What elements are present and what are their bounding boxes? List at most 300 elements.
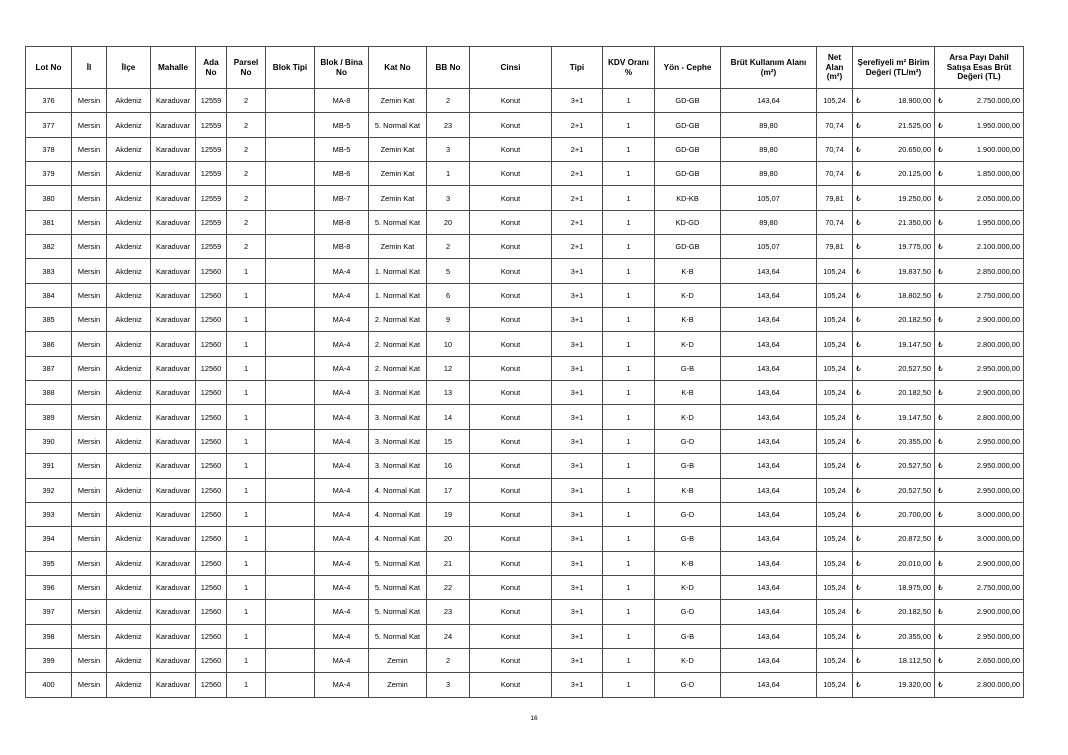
cell-brut-alan: 143,64 xyxy=(721,454,817,478)
cell-yon-cephe: K-B xyxy=(655,259,721,283)
currency-symbol: ₺ xyxy=(856,631,861,641)
cell-yon-cephe: K-D xyxy=(655,332,721,356)
cell-value: 20.700,00 xyxy=(898,510,931,520)
cell-brut-alan: 143,64 xyxy=(721,332,817,356)
cell-brut-deger xyxy=(935,332,1024,356)
cell-mahalle: Karaduvar xyxy=(151,551,196,575)
cell-yon-cephe: K-B xyxy=(655,551,721,575)
cell-birim-deger xyxy=(853,575,935,599)
table-row xyxy=(26,381,1024,405)
currency-symbol: ₺ xyxy=(938,217,943,227)
cell-value: 2.950.000,00 xyxy=(976,436,1020,446)
cell-ada-no: 12560 xyxy=(196,673,227,697)
cell-il: Mersin xyxy=(72,113,107,137)
cell-ilce: Akdeniz xyxy=(107,381,151,405)
cell-brut-alan: 89,80 xyxy=(721,210,817,234)
cell-brut-deger xyxy=(935,283,1024,307)
currency-symbol: ₺ xyxy=(856,290,861,300)
cell-value: 20.527,50 xyxy=(898,461,931,471)
cell-ilce: Akdeniz xyxy=(107,478,151,502)
cell-kdv-orani: 1 xyxy=(603,648,655,672)
cell-cinsi: Konut xyxy=(470,162,552,186)
cell-blok-bina-no: MA-4 xyxy=(315,502,369,526)
cell-bb-no: 17 xyxy=(427,478,470,502)
currency-symbol: ₺ xyxy=(938,583,943,593)
cell-blok-tipi xyxy=(266,356,315,380)
cell-mahalle: Karaduvar xyxy=(151,648,196,672)
cell-blok-tipi xyxy=(266,478,315,502)
cell-ilce: Akdeniz xyxy=(107,527,151,551)
cell-tipi: 2+1 xyxy=(552,186,603,210)
cell-parsel-no: 2 xyxy=(227,137,266,161)
cell-brut-alan: 143,64 xyxy=(721,648,817,672)
cell-ada-no: 12560 xyxy=(196,600,227,624)
cell-il: Mersin xyxy=(72,551,107,575)
cell-parsel-no: 1 xyxy=(227,575,266,599)
cell-ilce: Akdeniz xyxy=(107,283,151,307)
cell-brut-deger xyxy=(935,551,1024,575)
cell-lot-no: 380 xyxy=(26,186,72,210)
cell-mahalle: Karaduvar xyxy=(151,405,196,429)
cell-value: 20.355,00 xyxy=(898,631,931,641)
cell-value: 2.650.000,00 xyxy=(976,656,1020,666)
currency-symbol: ₺ xyxy=(938,120,943,130)
cell-ada-no: 12560 xyxy=(196,308,227,332)
cell-net-alan: 105,24 xyxy=(817,356,853,380)
cell-birim-deger xyxy=(853,259,935,283)
cell-tipi: 3+1 xyxy=(552,648,603,672)
cell-kat-no: 3. Normal Kat xyxy=(369,429,427,453)
cell-value: 20.872,50 xyxy=(898,534,931,544)
cell-parsel-no: 2 xyxy=(227,210,266,234)
cell-value: 19.837,50 xyxy=(898,266,931,276)
cell-cinsi: Konut xyxy=(470,308,552,332)
cell-il: Mersin xyxy=(72,600,107,624)
cell-birim-deger xyxy=(853,478,935,502)
cell-il: Mersin xyxy=(72,186,107,210)
currency-symbol: ₺ xyxy=(938,412,943,422)
cell-mahalle: Karaduvar xyxy=(151,575,196,599)
cell-mahalle: Karaduvar xyxy=(151,624,196,648)
cell-brut-deger xyxy=(935,113,1024,137)
cell-blok-bina-no: MA-4 xyxy=(315,673,369,697)
cell-lot-no: 376 xyxy=(26,89,72,113)
cell-value: 2.950.000,00 xyxy=(976,485,1020,495)
currency-symbol: ₺ xyxy=(856,242,861,252)
cell-lot-no: 385 xyxy=(26,308,72,332)
cell-lot-no: 383 xyxy=(26,259,72,283)
cell-bb-no: 1 xyxy=(427,162,470,186)
cell-il: Mersin xyxy=(72,381,107,405)
cell-cinsi: Konut xyxy=(470,356,552,380)
col-header-net-alan: Net Alan (m²) xyxy=(817,47,853,89)
cell-mahalle: Karaduvar xyxy=(151,210,196,234)
cell-tipi: 3+1 xyxy=(552,356,603,380)
cell-value: 19.147,50 xyxy=(898,339,931,349)
cell-cinsi: Konut xyxy=(470,454,552,478)
cell-kat-no: Zemin Kat xyxy=(369,186,427,210)
cell-brut-deger xyxy=(935,162,1024,186)
cell-brut-deger xyxy=(935,308,1024,332)
cell-bb-no: 20 xyxy=(427,210,470,234)
currency-symbol: ₺ xyxy=(856,266,861,276)
cell-blok-bina-no: MA-4 xyxy=(315,283,369,307)
col-header-ilce: İlçe xyxy=(107,47,151,89)
cell-cinsi: Konut xyxy=(470,600,552,624)
cell-value: 2.900.000,00 xyxy=(976,315,1020,325)
cell-brut-deger xyxy=(935,235,1024,259)
currency-symbol: ₺ xyxy=(938,388,943,398)
currency-symbol: ₺ xyxy=(938,680,943,690)
currency-symbol: ₺ xyxy=(856,461,861,471)
cell-value: 18.802,50 xyxy=(898,290,931,300)
cell-ilce: Akdeniz xyxy=(107,137,151,161)
cell-bb-no: 14 xyxy=(427,405,470,429)
cell-tipi: 3+1 xyxy=(552,259,603,283)
cell-birim-deger xyxy=(853,405,935,429)
cell-ada-no: 12560 xyxy=(196,356,227,380)
cell-value: 2.800.000,00 xyxy=(976,680,1020,690)
cell-tipi: 3+1 xyxy=(552,673,603,697)
currency-symbol: ₺ xyxy=(938,290,943,300)
currency-symbol: ₺ xyxy=(856,217,861,227)
cell-blok-bina-no: MA-4 xyxy=(315,405,369,429)
cell-birim-deger xyxy=(853,624,935,648)
cell-yon-cephe: K-B xyxy=(655,381,721,405)
cell-il: Mersin xyxy=(72,454,107,478)
cell-il: Mersin xyxy=(72,502,107,526)
currency-symbol: ₺ xyxy=(938,461,943,471)
cell-brut-alan: 89,80 xyxy=(721,162,817,186)
col-header-kdv-orani: KDV Oranı % xyxy=(603,47,655,89)
cell-brut-deger xyxy=(935,502,1024,526)
cell-tipi: 3+1 xyxy=(552,89,603,113)
cell-parsel-no: 1 xyxy=(227,429,266,453)
cell-blok-bina-no: MA-4 xyxy=(315,454,369,478)
table-row xyxy=(26,162,1024,186)
cell-kdv-orani: 1 xyxy=(603,113,655,137)
cell-kat-no: Zemin Kat xyxy=(369,137,427,161)
cell-mahalle: Karaduvar xyxy=(151,137,196,161)
cell-ilce: Akdeniz xyxy=(107,113,151,137)
cell-mahalle: Karaduvar xyxy=(151,283,196,307)
cell-ada-no: 12560 xyxy=(196,527,227,551)
cell-blok-bina-no: MB-5 xyxy=(315,113,369,137)
cell-brut-alan: 143,64 xyxy=(721,356,817,380)
cell-brut-deger xyxy=(935,381,1024,405)
table-row xyxy=(26,113,1024,137)
col-header-mahalle: Mahalle xyxy=(151,47,196,89)
cell-brut-deger xyxy=(935,89,1024,113)
table-row xyxy=(26,283,1024,307)
cell-value: 2.800.000,00 xyxy=(976,412,1020,422)
cell-net-alan: 105,24 xyxy=(817,624,853,648)
cell-net-alan: 70,74 xyxy=(817,137,853,161)
cell-kdv-orani: 1 xyxy=(603,454,655,478)
cell-yon-cephe: G-D xyxy=(655,429,721,453)
cell-bb-no: 16 xyxy=(427,454,470,478)
cell-tipi: 3+1 xyxy=(552,478,603,502)
cell-lot-no: 387 xyxy=(26,356,72,380)
cell-yon-cephe: G-B xyxy=(655,624,721,648)
cell-brut-alan: 143,64 xyxy=(721,673,817,697)
cell-parsel-no: 2 xyxy=(227,113,266,137)
cell-lot-no: 389 xyxy=(26,405,72,429)
cell-kat-no: 1. Normal Kat xyxy=(369,259,427,283)
cell-brut-deger xyxy=(935,259,1024,283)
cell-il: Mersin xyxy=(72,259,107,283)
cell-il: Mersin xyxy=(72,648,107,672)
cell-kdv-orani: 1 xyxy=(603,502,655,526)
cell-il: Mersin xyxy=(72,283,107,307)
cell-ada-no: 12559 xyxy=(196,89,227,113)
cell-mahalle: Karaduvar xyxy=(151,600,196,624)
cell-value: 2.750.000,00 xyxy=(976,96,1020,106)
cell-blok-tipi xyxy=(266,89,315,113)
currency-symbol: ₺ xyxy=(856,412,861,422)
cell-blok-tipi xyxy=(266,235,315,259)
cell-value: 2.900.000,00 xyxy=(976,388,1020,398)
col-header-blok-bina-no: Blok / Bina No xyxy=(315,47,369,89)
cell-ada-no: 12559 xyxy=(196,235,227,259)
cell-parsel-no: 1 xyxy=(227,648,266,672)
cell-brut-alan: 143,64 xyxy=(721,259,817,283)
cell-blok-tipi xyxy=(266,283,315,307)
cell-birim-deger xyxy=(853,429,935,453)
cell-blok-tipi xyxy=(266,600,315,624)
col-header-tipi: Tipi xyxy=(552,47,603,89)
cell-kdv-orani: 1 xyxy=(603,308,655,332)
table-row xyxy=(26,624,1024,648)
cell-brut-alan: 143,64 xyxy=(721,405,817,429)
cell-blok-tipi xyxy=(266,405,315,429)
cell-ilce: Akdeniz xyxy=(107,162,151,186)
cell-value: 1.950.000,00 xyxy=(976,217,1020,227)
cell-lot-no: 400 xyxy=(26,673,72,697)
currency-symbol: ₺ xyxy=(856,169,861,179)
cell-tipi: 3+1 xyxy=(552,332,603,356)
cell-birim-deger xyxy=(853,673,935,697)
cell-blok-bina-no: MA-4 xyxy=(315,381,369,405)
cell-kat-no: 5. Normal Kat xyxy=(369,113,427,137)
cell-parsel-no: 1 xyxy=(227,454,266,478)
cell-ilce: Akdeniz xyxy=(107,308,151,332)
cell-kat-no: 1. Normal Kat xyxy=(369,283,427,307)
cell-lot-no: 396 xyxy=(26,575,72,599)
cell-net-alan: 105,24 xyxy=(817,600,853,624)
cell-cinsi: Konut xyxy=(470,283,552,307)
cell-value: 20.125,00 xyxy=(898,169,931,179)
cell-net-alan: 79,81 xyxy=(817,235,853,259)
cell-tipi: 3+1 xyxy=(552,308,603,332)
cell-ilce: Akdeniz xyxy=(107,89,151,113)
cell-mahalle: Karaduvar xyxy=(151,308,196,332)
cell-kdv-orani: 1 xyxy=(603,600,655,624)
cell-cinsi: Konut xyxy=(470,235,552,259)
cell-net-alan: 105,24 xyxy=(817,527,853,551)
cell-cinsi: Konut xyxy=(470,89,552,113)
cell-ilce: Akdeniz xyxy=(107,429,151,453)
cell-tipi: 3+1 xyxy=(552,405,603,429)
currency-symbol: ₺ xyxy=(856,363,861,373)
cell-birim-deger xyxy=(853,89,935,113)
cell-brut-deger xyxy=(935,356,1024,380)
cell-brut-alan: 105,07 xyxy=(721,186,817,210)
cell-yon-cephe: GD-GB xyxy=(655,89,721,113)
cell-parsel-no: 1 xyxy=(227,600,266,624)
cell-net-alan: 105,24 xyxy=(817,575,853,599)
cell-net-alan: 105,24 xyxy=(817,502,853,526)
cell-brut-deger xyxy=(935,137,1024,161)
cell-yon-cephe: KD-KB xyxy=(655,186,721,210)
cell-ada-no: 12560 xyxy=(196,283,227,307)
currency-symbol: ₺ xyxy=(856,583,861,593)
cell-blok-tipi xyxy=(266,259,315,283)
currency-symbol: ₺ xyxy=(856,558,861,568)
table-row xyxy=(26,600,1024,624)
page-number: 16 xyxy=(530,715,538,722)
cell-kdv-orani: 1 xyxy=(603,551,655,575)
cell-bb-no: 6 xyxy=(427,283,470,307)
cell-yon-cephe: K-D xyxy=(655,283,721,307)
col-header-bb-no: BB No xyxy=(427,47,470,89)
cell-lot-no: 391 xyxy=(26,454,72,478)
cell-yon-cephe: G-B xyxy=(655,527,721,551)
cell-kat-no: Zemin xyxy=(369,648,427,672)
cell-ilce: Akdeniz xyxy=(107,600,151,624)
cell-blok-tipi xyxy=(266,429,315,453)
cell-kat-no: Zemin Kat xyxy=(369,89,427,113)
cell-tipi: 3+1 xyxy=(552,624,603,648)
cell-brut-deger xyxy=(935,673,1024,697)
table-row xyxy=(26,673,1024,697)
cell-il: Mersin xyxy=(72,673,107,697)
cell-birim-deger xyxy=(853,332,935,356)
cell-bb-no: 3 xyxy=(427,673,470,697)
cell-tipi: 3+1 xyxy=(552,283,603,307)
table-header-row xyxy=(26,47,1024,89)
cell-il: Mersin xyxy=(72,624,107,648)
cell-ada-no: 12560 xyxy=(196,454,227,478)
cell-yon-cephe: KD-GD xyxy=(655,210,721,234)
cell-value: 20.650,00 xyxy=(898,144,931,154)
cell-yon-cephe: GD-GB xyxy=(655,162,721,186)
currency-symbol: ₺ xyxy=(856,485,861,495)
cell-yon-cephe: G-D xyxy=(655,502,721,526)
cell-birim-deger xyxy=(853,235,935,259)
cell-net-alan: 79,81 xyxy=(817,186,853,210)
cell-mahalle: Karaduvar xyxy=(151,162,196,186)
cell-value: 19.320,00 xyxy=(898,680,931,690)
cell-il: Mersin xyxy=(72,89,107,113)
cell-mahalle: Karaduvar xyxy=(151,502,196,526)
col-header-blok-tipi: Blok Tipi xyxy=(266,47,315,89)
currency-symbol: ₺ xyxy=(856,656,861,666)
cell-lot-no: 379 xyxy=(26,162,72,186)
cell-cinsi: Konut xyxy=(470,648,552,672)
cell-birim-deger xyxy=(853,137,935,161)
cell-blok-bina-no: MA-4 xyxy=(315,308,369,332)
cell-blok-bina-no: MA-4 xyxy=(315,575,369,599)
cell-value: 2.950.000,00 xyxy=(976,461,1020,471)
table-row xyxy=(26,259,1024,283)
cell-bb-no: 13 xyxy=(427,381,470,405)
cell-birim-deger xyxy=(853,454,935,478)
cell-brut-deger xyxy=(935,624,1024,648)
cell-blok-bina-no: MA-4 xyxy=(315,478,369,502)
cell-blok-tipi xyxy=(266,551,315,575)
cell-brut-alan: 143,64 xyxy=(721,600,817,624)
cell-brut-deger xyxy=(935,478,1024,502)
cell-ada-no: 12560 xyxy=(196,332,227,356)
cell-net-alan: 105,24 xyxy=(817,551,853,575)
currency-symbol: ₺ xyxy=(938,485,943,495)
cell-net-alan: 105,24 xyxy=(817,89,853,113)
cell-bb-no: 22 xyxy=(427,575,470,599)
cell-yon-cephe: G-B xyxy=(655,356,721,380)
cell-ada-no: 12560 xyxy=(196,648,227,672)
cell-value: 20.010,00 xyxy=(898,558,931,568)
cell-ilce: Akdeniz xyxy=(107,502,151,526)
currency-symbol: ₺ xyxy=(856,607,861,617)
cell-brut-deger xyxy=(935,210,1024,234)
cell-lot-no: 390 xyxy=(26,429,72,453)
cell-cinsi: Konut xyxy=(470,113,552,137)
cell-value: 2.950.000,00 xyxy=(976,363,1020,373)
cell-kat-no: 2. Normal Kat xyxy=(369,356,427,380)
col-header-yon-cephe: Yön - Cephe xyxy=(655,47,721,89)
cell-bb-no: 5 xyxy=(427,259,470,283)
cell-net-alan: 105,24 xyxy=(817,381,853,405)
cell-bb-no: 15 xyxy=(427,429,470,453)
cell-parsel-no: 1 xyxy=(227,308,266,332)
currency-symbol: ₺ xyxy=(938,436,943,446)
cell-kat-no: 4. Normal Kat xyxy=(369,527,427,551)
currency-symbol: ₺ xyxy=(856,388,861,398)
cell-blok-bina-no: MA-4 xyxy=(315,527,369,551)
cell-birim-deger xyxy=(853,648,935,672)
cell-brut-alan: 143,64 xyxy=(721,575,817,599)
cell-kat-no: 5. Normal Kat xyxy=(369,600,427,624)
cell-lot-no: 399 xyxy=(26,648,72,672)
cell-brut-alan: 143,64 xyxy=(721,429,817,453)
cell-brut-alan: 89,80 xyxy=(721,137,817,161)
cell-value: 20.182,50 xyxy=(898,315,931,325)
cell-mahalle: Karaduvar xyxy=(151,235,196,259)
cell-cinsi: Konut xyxy=(470,259,552,283)
cell-bb-no: 20 xyxy=(427,527,470,551)
cell-brut-alan: 143,64 xyxy=(721,527,817,551)
cell-tipi: 2+1 xyxy=(552,210,603,234)
cell-kdv-orani: 1 xyxy=(603,673,655,697)
cell-blok-tipi xyxy=(266,381,315,405)
cell-value: 1.850.000,00 xyxy=(976,169,1020,179)
cell-value: 1.950.000,00 xyxy=(976,120,1020,130)
cell-yon-cephe: K-D xyxy=(655,575,721,599)
cell-birim-deger xyxy=(853,113,935,137)
cell-blok-tipi xyxy=(266,162,315,186)
cell-tipi: 3+1 xyxy=(552,454,603,478)
cell-il: Mersin xyxy=(72,332,107,356)
cell-blok-bina-no: MA-4 xyxy=(315,600,369,624)
cell-parsel-no: 2 xyxy=(227,89,266,113)
cell-lot-no: 394 xyxy=(26,527,72,551)
cell-bb-no: 23 xyxy=(427,600,470,624)
table-row xyxy=(26,210,1024,234)
cell-mahalle: Karaduvar xyxy=(151,381,196,405)
currency-symbol: ₺ xyxy=(856,339,861,349)
cell-mahalle: Karaduvar xyxy=(151,673,196,697)
